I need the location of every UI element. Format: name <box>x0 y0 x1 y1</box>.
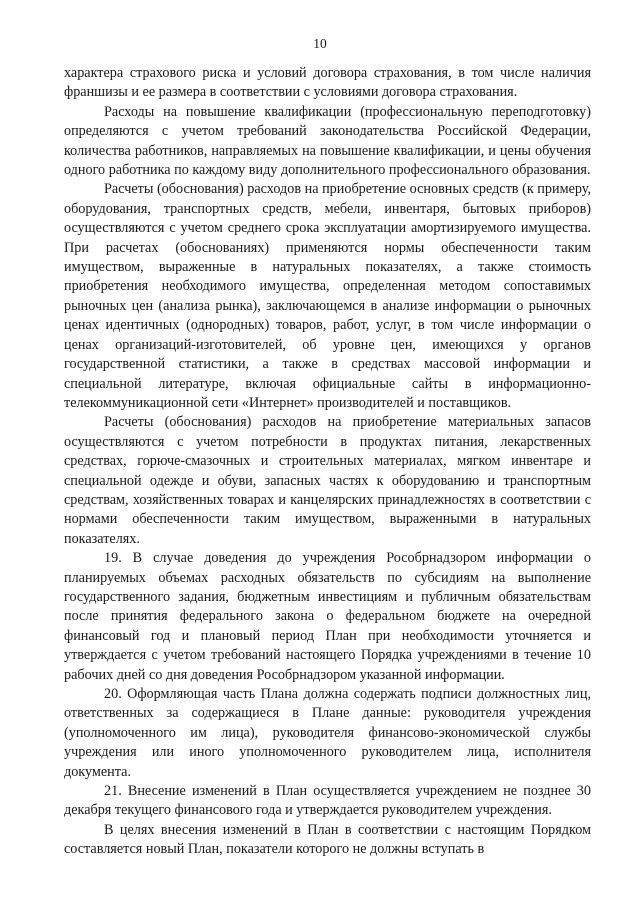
page-number: 10 <box>313 36 327 51</box>
paragraph-item-21: 21. Внесение изменений в План осуществляется учреждением не позднее 30 декабря текущего финансового года и утверждается руководителем учреждения. <box>64 783 591 819</box>
paragraph-material-stocks: Расчеты (обоснования) расходов на приобретение материальных запасов осуществляются с учетом потребности в продуктах питания, лекарственных средствах, горюче-смазочных и строительных материалах, мягком инвентаре и специальной одежде и обуви, запасных частях к оборудованию и транспортным средствам, хозяйственных товарах и канцелярских принадлежностях в соответствии с нормами обеспеченности таким имуществом, выраженными в натуральных показателях. <box>64 414 591 547</box>
document-body <box>64 64 591 860</box>
paragraph-item-19: 19. В случае доведения до учреждения Рособрнадзором информации о планируемых объемах расходных обязательств по субсидиям на выполнение государственного задания, бюджетным инвестициям и публичным обязательствам после принятия федерального закона о федеральном бюджете на очередной финансовый год и плановый период План при необходимости уточняется и утверждается с учетом требований настоящего Порядка учреждениями в течение 10 рабочих дней со дня доведения Рособрнадзором указанной информации. <box>64 550 591 683</box>
paragraph-qualification-costs: Расходы на повышение квалификации (профессиональную переподготовку) определяются с учетом требований законодательства Российской Федерации, количества работников, направляемых на повышение квалификации, и цены обучения одного работника по каждому виду дополнительного профессионального образования. <box>64 103 591 179</box>
paragraph-item-20: 20. Оформляющая часть Плана должна содержать подписи должностных лиц, ответственных за содержащиеся в Плане данные: руководителя учреждения (уполномоченного им лица), руководителя финансово-экономической службы учреждения или иного уполномоченного руководителем лица, исполнителя документа. <box>64 686 591 780</box>
paragraph-new-plan: В целях внесения изменений в План в соответствии с настоящим Порядком составляется новый План, показатели которого не должны вступать в <box>64 821 591 858</box>
paragraph-insurance-continued: характера страхового риска и условий договора страхования, в том числе наличия франшизы и ее размера в соответствии с условиями договора страхования. <box>64 65 591 101</box>
paragraph-fixed-assets: Расчеты (обоснования) расходов на приобретение основных средств (к примеру, оборудования, транспортных средств, мебели, инвентаря, бытовых приборов) осуществляются с учетом среднего срока эксплуатации амортизируемого имущества. При расчетах (обоснованиях) применяются нормы обеспеченности таким имуществом, выраженные в натуральных показателях, а также стоимость приобретения необходимого имущества, определенная методом сопоставимых рыночных цен (анализа рынка), заключающемся в анализе информации о рыночных ценах идентичных (однородных) товаров, работ, услуг, в том числе информации о ценах организаций-изготовителей, об уровне цен, имеющихся у органов государственной статистики, а также в средствах массовой информации и специальной литературе, включая официальные сайты в информационно-телекоммуникационной сети «Интернет» производителей и поставщиков. <box>64 181 591 411</box>
